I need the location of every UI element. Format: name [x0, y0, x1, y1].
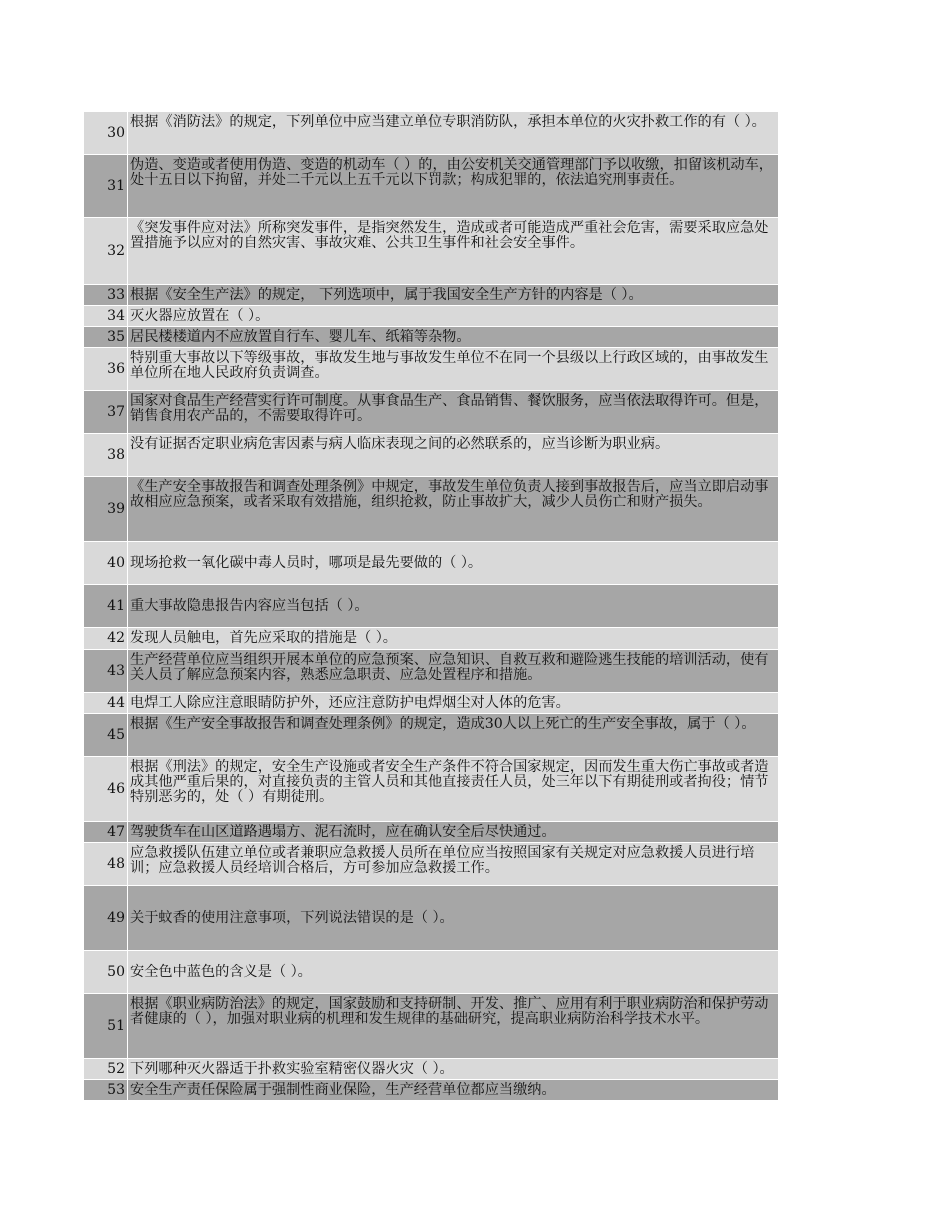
- question-row: [84, 542, 778, 585]
- question-text: 驾驶货车在山区道路遇塌方、泥石流时，应在确认安全后尽快通过。: [130, 824, 556, 840]
- question-row: [84, 391, 778, 434]
- question-number: 33: [84, 285, 128, 305]
- question-text: 电焊工人除应注意眼睛防护外，还应注意防护电焊烟尘对人体的危害。: [130, 695, 570, 711]
- question-text: 没有证据否定职业病危害因素与病人临床表现之间的必然联系的，应当诊断为职业病。: [130, 436, 670, 452]
- question-row: [84, 155, 778, 218]
- question-row: [84, 306, 778, 327]
- question-row: [84, 1080, 778, 1101]
- question-row: [84, 951, 778, 994]
- question-text: 下列哪种灭火器适于扑救实验室精密仪器火灾（ ）。: [130, 1061, 454, 1077]
- question-number: 41: [84, 585, 128, 627]
- question-text: 国家对食品生产经营实行许可制度。从事食品生产、食品销售、餐饮服务，应当依法取得许可。但是，销售食用农产品的，不需要取得许可。: [130, 393, 769, 424]
- question-text: 特别重大事故以下等级事故，事故发生地与事故发生单位不在同一个县级以上行政区域的，由事故发生单位所在地人民政府负责调查。: [130, 350, 769, 381]
- question-number: 34: [84, 306, 128, 326]
- question-row: [84, 585, 778, 628]
- question-number: 48: [84, 843, 128, 885]
- question-number: 40: [84, 542, 128, 584]
- question-number: 52: [84, 1059, 128, 1079]
- question-number: 45: [84, 714, 128, 756]
- question-table: [84, 112, 778, 1101]
- question-text: 重大事故隐患报告内容应当包括（ ）。: [130, 598, 369, 614]
- question-text: 灭火器应放置在（ ）。: [130, 308, 270, 324]
- question-text: 根据《刑法》的规定，安全生产设施或者安全生产条件不符合国家规定，因而发生重大伤亡事故或者造成其他严重后果的，对直接负责的主管人员和其他直接责任人员，处三年以下有期徒刑或者拘役；情节特别恶劣的，处（ ）有期徒刑。: [130, 759, 769, 805]
- question-row: [84, 112, 778, 155]
- question-text: 居民楼楼道内不应放置自行车、婴儿车、纸箱等杂物。: [130, 329, 471, 345]
- question-number: 53: [84, 1080, 128, 1100]
- question-row: [84, 650, 778, 693]
- question-number: 50: [84, 951, 128, 993]
- question-text: 安全生产责任保险属于强制性商业保险，生产经营单位都应当缴纳。: [130, 1082, 556, 1098]
- question-text: 根据《消防法》的规定，下列单位中应当建立单位专职消防队，承担本单位的火灾扑救工作的有（ ）。: [130, 114, 766, 130]
- question-number: 44: [84, 693, 128, 713]
- question-row: [84, 843, 778, 886]
- question-number: 43: [84, 650, 128, 692]
- question-text: 关于蚊香的使用注意事项，下列说法错误的是（ ）。: [130, 910, 454, 926]
- question-row: [84, 628, 778, 650]
- question-row: [84, 434, 778, 477]
- question-row: [84, 757, 778, 822]
- question-text: 《生产安全事故报告和调查处理条例》中规定，事故发生单位负责人接到事故报告后，应当立即启动事故相应应急预案，或者采取有效措施，组织抢救，防止事故扩大，减少人员伤亡和财产损失。: [130, 479, 769, 510]
- question-number: 36: [84, 348, 128, 390]
- question-row: [84, 886, 778, 951]
- question-row: [84, 477, 778, 542]
- question-number: 31: [84, 155, 128, 217]
- question-text: 《突发事件应对法》所称突发事件，是指突然发生，造成或者可能造成严重社会危害，需要采取应急处置措施予以应对的自然灾害、事故灾难、公共卫生事件和社会安全事件。: [130, 220, 769, 251]
- question-row: [84, 327, 778, 348]
- question-row: [84, 1059, 778, 1080]
- question-text: 根据《职业病防治法》的规定，国家鼓励和支持研制、开发、推广、应用有利于职业病防治和保护劳动者健康的（ ），加强对职业病的机理和发生规律的基础研究，提高职业病防治科学技术水平。: [130, 996, 769, 1027]
- question-number: 47: [84, 822, 128, 842]
- question-row: [84, 348, 778, 391]
- question-row: [84, 714, 778, 757]
- question-number: 30: [84, 112, 128, 154]
- question-text: 伪造、变造或者使用伪造、变造的机动车（ ）的，由公安机关交通管理部门予以收缴，扣留该机动车，处十五日以下拘留，并处二千元以上五千元以下罚款；构成犯罪的，依法追究刑事责任。: [130, 157, 773, 188]
- question-row: [84, 822, 778, 843]
- question-text: 根据《生产安全事故报告和调查处理条例》的规定，造成30人以上死亡的生产安全事故，属于（ ）。: [130, 716, 756, 732]
- question-row: [84, 994, 778, 1059]
- question-number: 39: [84, 477, 128, 541]
- question-number: 46: [84, 757, 128, 821]
- question-text: 根据《安全生产法》的规定， 下列选项中，属于我国安全生产方针的内容是（ ）。: [130, 287, 643, 303]
- question-text: 生产经营单位应当组织开展本单位的应急预案、应急知识、自救互救和避险逃生技能的培训活动，使有关人员了解应急预案内容，熟悉应急职责、应急处置程序和措施。: [130, 652, 769, 683]
- question-row: [84, 693, 778, 714]
- question-row: [84, 285, 778, 306]
- question-text: 现场抢救一氧化碳中毒人员时，哪项是最先要做的（ ）。: [130, 555, 483, 571]
- question-number: 32: [84, 218, 128, 284]
- question-number: 49: [84, 886, 128, 950]
- question-number: 51: [84, 994, 128, 1058]
- question-text: 应急救援队伍建立单位或者兼职应急救援人员所在单位应当按照国家有关规定对应急救援人员进行培训；应急救援人员经培训合格后，方可参加应急救援工作。: [130, 845, 755, 876]
- question-text: 发现人员触电，首先应采取的措施是（ ）。: [130, 630, 397, 646]
- question-number: 42: [84, 628, 128, 649]
- question-row: [84, 218, 778, 285]
- question-number: 38: [84, 434, 128, 476]
- question-text: 安全色中蓝色的含义是（ ）。: [130, 964, 312, 980]
- question-number: 35: [84, 327, 128, 347]
- question-number: 37: [84, 391, 128, 433]
